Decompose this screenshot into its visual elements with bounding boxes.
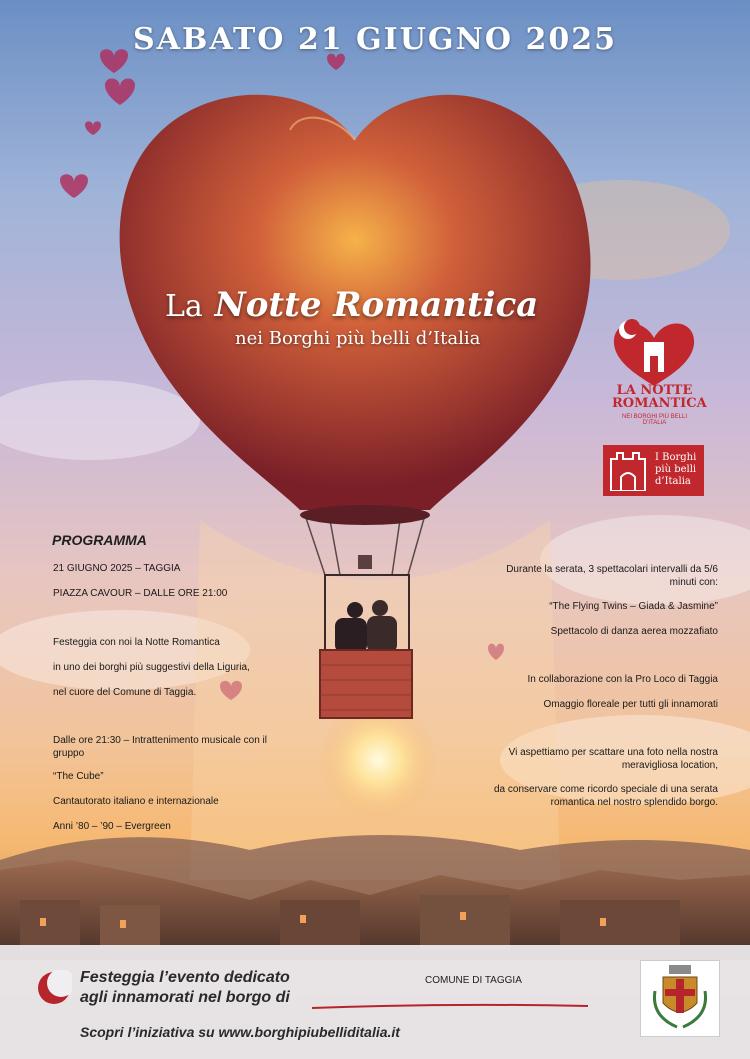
program-right-line: “The Flying Twins – Giada & Jasmine” xyxy=(549,601,718,612)
program-left-line: Dalle ore 21:30 – Intrattenimento musicale con il xyxy=(53,735,268,746)
program-right-line: Spettacolo di danza aerea mozzafiato xyxy=(550,626,718,637)
footer-tagline-line2: agli innamorati nel borgo di xyxy=(80,989,290,1006)
title-prefix: La xyxy=(165,289,203,324)
moon-icon xyxy=(36,970,72,1006)
website-link[interactable]: Scopri l’iniziativa su www.borghipiubelliditalia.it xyxy=(80,1024,400,1040)
castle-icon xyxy=(609,451,647,491)
program-left-line: gruppo xyxy=(53,748,85,759)
borghi-line1: I Borghi xyxy=(655,452,697,463)
event-subtitle: nei Borghi più belli d’Italia xyxy=(235,328,481,349)
program-right-line: minuti con: xyxy=(669,577,718,588)
program-left-line: PIAZZA CAVOUR – DALLE ORE 21:00 xyxy=(53,588,228,599)
comune-coat-of-arms xyxy=(640,960,720,1037)
program-left-line: “The Cube” xyxy=(53,771,104,782)
program-left-line: Festeggia con noi la Notte Romantica xyxy=(53,637,220,648)
coat-of-arms-icon xyxy=(641,961,719,1036)
program-left-line: Anni ’80 – ’90 – Evergreen xyxy=(53,821,171,832)
footer-tagline xyxy=(80,968,290,1008)
event-date: SABATO 21 GIUGNO 2025 xyxy=(133,22,617,57)
program-left-line: in uno dei borghi più suggestivi della Liguria, xyxy=(53,662,250,673)
comune-label: COMUNE DI TAGGIA xyxy=(425,975,522,986)
notte-romantica-logo-text xyxy=(612,383,707,411)
footer-tagline-line1: Festeggia l’evento dedicato xyxy=(80,969,290,986)
title-main: Notte Romantica xyxy=(214,285,539,325)
program-right-line: In collaborazione con la Pro Loco di Taggia xyxy=(527,674,718,685)
borghi-logo xyxy=(603,445,704,496)
notte-romantica-logo-subtext: NEI BORGHI PIÙ BELLI D’ITALIA xyxy=(621,414,688,426)
notte-romantica-logo xyxy=(612,318,697,388)
program-right-line: romantica nel nostro splendido borgo. xyxy=(550,797,718,808)
program-right-line: meravigliosa location, xyxy=(621,760,718,771)
program-left-line: Cantautorato italiano e internazionale xyxy=(53,796,219,807)
signature-stroke xyxy=(310,1002,590,1012)
borghi-line2: più belli xyxy=(655,464,697,475)
borghi-line3: d’Italia xyxy=(655,476,691,487)
logo-text-line2: ROMANTICA xyxy=(612,396,707,411)
program-left-line: nel cuore del Comune di Taggia. xyxy=(53,687,197,698)
logo-text-line1: LA NOTTE xyxy=(616,383,693,398)
program-right-line: Vi aspettiamo per scattare una foto nella nostra xyxy=(508,747,718,758)
program-right-line: Omaggio floreale per tutti gli innamorati xyxy=(543,699,718,710)
program-right-line: Durante la serata, 3 spettacolari intervalli da 5/6 xyxy=(506,564,718,575)
program-left-line: 21 GIUGNO 2025 – TAGGIA xyxy=(53,563,181,574)
event-title xyxy=(165,285,538,325)
programma-title: PROGRAMMA xyxy=(52,532,147,548)
program-right-line: da conservare come ricordo speciale di una serata xyxy=(493,784,718,795)
